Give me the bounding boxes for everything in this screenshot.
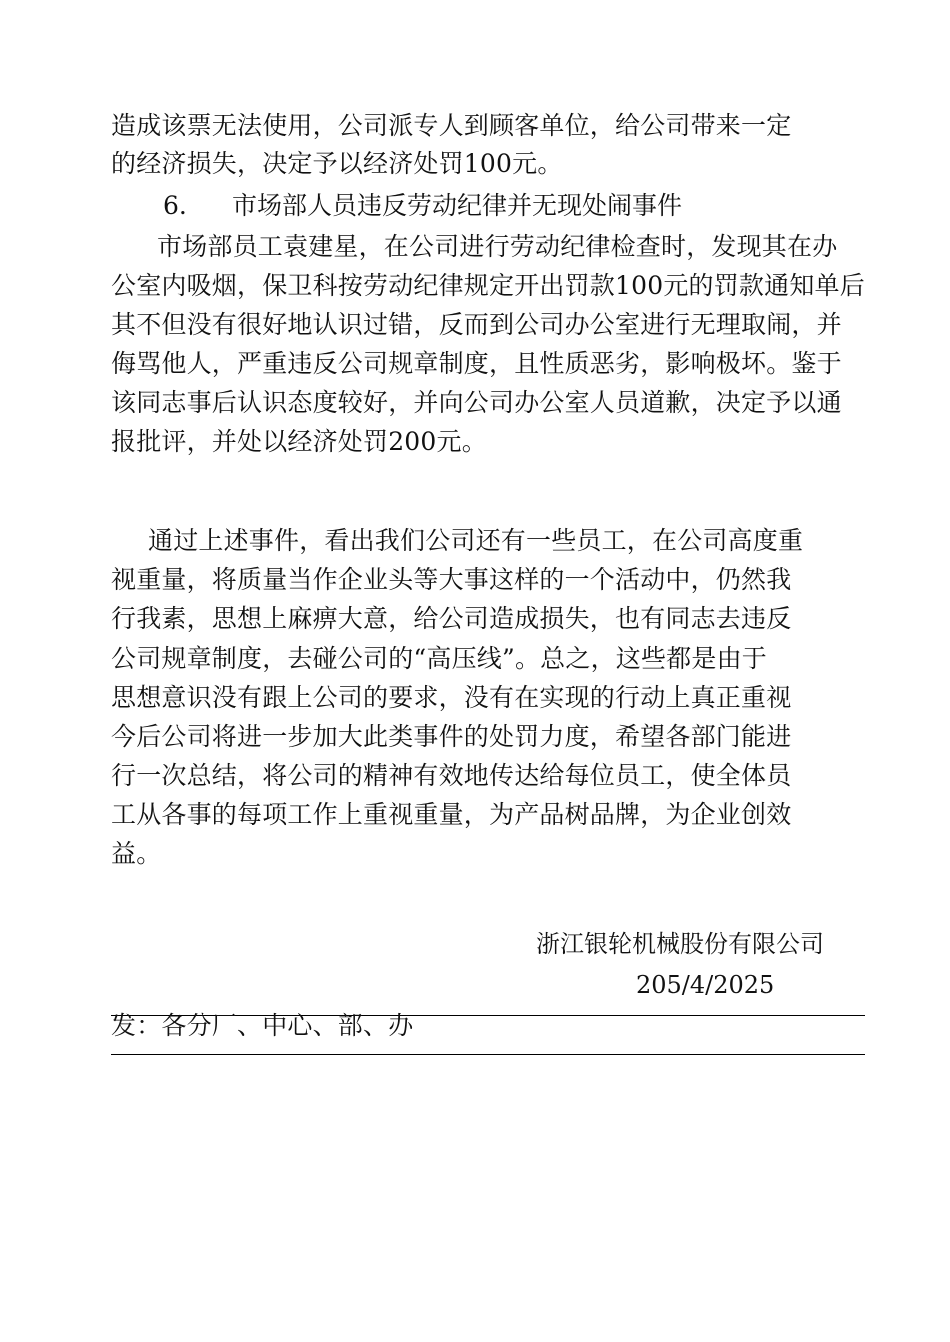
paragraph-line: 公室内吸烟，保卫科按劳动纪律规定开出罚款100元的罚款通知单后 — [111, 271, 865, 300]
signature-date: 205/4/2025 — [636, 971, 775, 999]
paragraph-line: 思想意识没有跟上公司的要求，没有在实现的行动上真正重视 — [111, 683, 792, 712]
paragraph-line: 该同志事后认识态度较好，并向公司办公室人员道歉，决定予以通 — [111, 388, 842, 417]
section-number: 6. — [163, 191, 187, 220]
paragraph-line: 其不但没有很好地认识过错，反而到公司办公室进行无理取闹，并 — [111, 310, 842, 339]
paragraph-line: 行一次总结，将公司的精神有效地传达给每位员工，使全体员 — [111, 761, 792, 790]
paragraph-line: 今后公司将进一步加大此类事件的处罚力度，希望各部门能进 — [111, 722, 792, 751]
section-title: 市场部人员违反劳动纪律并无现处闹事件 — [232, 191, 683, 220]
paragraph-line: 造成该票无法使用，公司派专人到顾客单位，给公司带来一定 — [111, 111, 792, 140]
paragraph-line: 侮骂他人，严重违反公司规章制度，且性质恶劣，影响极坏。鉴于 — [111, 349, 842, 378]
paragraph-line: 的经济损失，决定予以经济处罚100元。 — [111, 149, 563, 178]
paragraph-line: 益。 — [111, 839, 162, 868]
paragraph-line: 视重量，将质量当作企业头等大事这样的一个活动中，仍然我 — [111, 565, 792, 594]
distribution-line: 发：各分厂、中心、部、办 — [111, 1011, 414, 1040]
paragraph-line: 公司规章制度，去碰公司的“高压线”。总之，这些都是由于 — [111, 644, 767, 673]
paragraph-line: 市场部员工袁建星，在公司进行劳动纪律检查时，发现其在办 — [157, 232, 838, 261]
paragraph-line: 报批评，并处以经济处罚200元。 — [111, 427, 487, 456]
divider-bottom — [111, 1054, 865, 1055]
paragraph-line: 工从各事的每项工作上重视重量，为产品树品牌，为企业创效 — [111, 800, 792, 829]
paragraph-line: 行我素，思想上麻痹大意，给公司造成损失，也有同志去违反 — [111, 604, 792, 633]
paragraph-line: 通过上述事件，看出我们公司还有一些员工，在公司高度重 — [148, 526, 804, 555]
signature-company: 浙江银轮机械股份有限公司 — [536, 930, 824, 958]
